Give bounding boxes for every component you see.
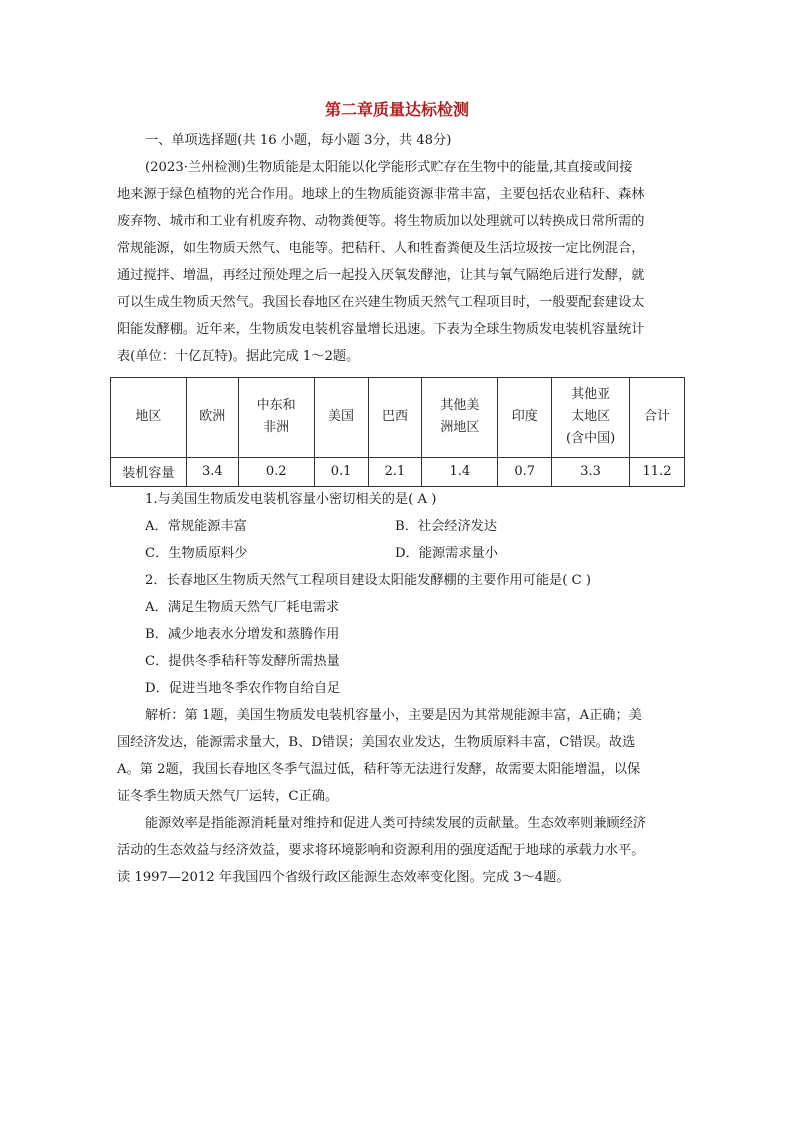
passage2-line: 能源效率是指能源消耗量对维持和促进人类可持续发展的贡献量。生态效率则兼顾经济 [145, 816, 647, 831]
table-header-cell: 美国 [314, 378, 368, 458]
passage1-line: (2023·兰州检测)生物质能是太阳能以化学能形式贮存在生物中的能量,其直接或间接 [145, 160, 633, 175]
table-cell: 装机容量 [111, 457, 187, 486]
table-header-cell: 其他亚 太地区 (含中国) [552, 378, 630, 458]
table-row [111, 457, 685, 486]
q2-option-a: A．满足生物质天然气厂耗电需求 [145, 600, 340, 615]
table-cell: 3.4 [186, 457, 238, 486]
table-header-cell: 合计 [630, 378, 685, 458]
q1-option-c: C．生物质原料少 [145, 546, 248, 561]
analysis-line: A。第 2题，我国长春地区冬季气温过低，秸秆等无法进行发酵，故需要太阳能增温，以保 [117, 762, 641, 777]
passage1-line: 常规能源，如生物质天然气、电能等。把秸秆、人和牲畜粪便及生活垃圾按一定比例混合， [117, 241, 645, 256]
table-header-cell: 中东和 非洲 [238, 378, 314, 458]
passage1-line: 可以生成生物质天然气。我国长春地区在兴建生物质天然气工程项目时，一般要配套建设太 [117, 295, 645, 310]
table-cell: 2.1 [368, 457, 422, 486]
q1-option-d: D．能源需求量小 [395, 546, 498, 561]
page-title: 第二章质量达标检测 [324, 100, 469, 119]
table-header-cell: 其他美 洲地区 [422, 378, 498, 458]
q2-option-c: C．提供冬季秸秆等发酵所需热量 [145, 654, 340, 669]
table-cell: 0.1 [314, 457, 368, 486]
section-header: 一、单项选择题(共 16 小题，每小题 3分，共 48分) [145, 133, 452, 148]
table-header-cell: 巴西 [368, 378, 422, 458]
passage1-line: 废弃物、城市和工业有机废弃物、动物粪便等。将生物质加以处理就可以转换成日常所需的 [117, 214, 645, 229]
table-header-cell: 欧洲 [186, 378, 238, 458]
q2-option-d: D．促进当地冬季农作物自给自足 [145, 681, 341, 696]
capacity-table [110, 377, 685, 487]
q1-option-b: B．社会经济发达 [395, 519, 498, 534]
analysis-line: 解析：第 1题，美国生物质发电装机容量小，主要是因为其常规能源丰富，A正确；美 [145, 708, 642, 723]
table-cell: 0.7 [498, 457, 552, 486]
table-cell: 0.2 [238, 457, 314, 486]
table-header-row [111, 378, 685, 458]
passage1-line: 表(单位：十亿瓦特)。据此完成 1～2题。 [117, 349, 360, 364]
analysis-line: 国经济发达，能源需求量大，B、D错误；美国农业发达，生物质原料丰富，C错误。故选 [117, 735, 636, 750]
passage2-line: 活动的生态效益与经济效益，要求将环境影响和资源利用的强度适配于地球的承载力水平。 [117, 843, 645, 858]
passage1-line: 地来源于绿色植物的光合作用。地球上的生物质能资源非常丰富，主要包括农业秸秆、森林 [117, 187, 645, 202]
table-header-cell: 地区 [111, 378, 187, 458]
q1-option-a: A．常规能源丰富 [145, 519, 247, 534]
question-2-stem: 2．长春地区生物质天然气工程项目建设太阳能发酵棚的主要作用可能是( C ) [145, 573, 591, 588]
table-cell: 3.3 [552, 457, 630, 486]
passage1-line: 阳能发酵棚。近年来，生物质发电装机容量增长迅速。下表为全球生物质发电装机容量统计 [117, 322, 645, 337]
q2-option-b: B．减少地表水分增发和蒸腾作用 [145, 627, 340, 642]
passage2-line: 读 1997—2012 年我国四个省级行政区能源生态效率变化图。完成 3～4题。 [117, 870, 570, 885]
analysis-line: 证冬季生物质天然气厂运转，C正确。 [117, 789, 339, 804]
table-cell: 11.2 [630, 457, 685, 486]
table-header-cell: 印度 [498, 378, 552, 458]
table-cell: 1.4 [422, 457, 498, 486]
passage1-line: 通过搅拌、增温，再经过预处理之后一起投入厌氧发酵池，让其与氧气隔绝后进行发酵，就 [117, 268, 645, 283]
question-1-stem: 1.与美国生物质发电装机容量小密切相关的是( A ) [145, 492, 437, 507]
